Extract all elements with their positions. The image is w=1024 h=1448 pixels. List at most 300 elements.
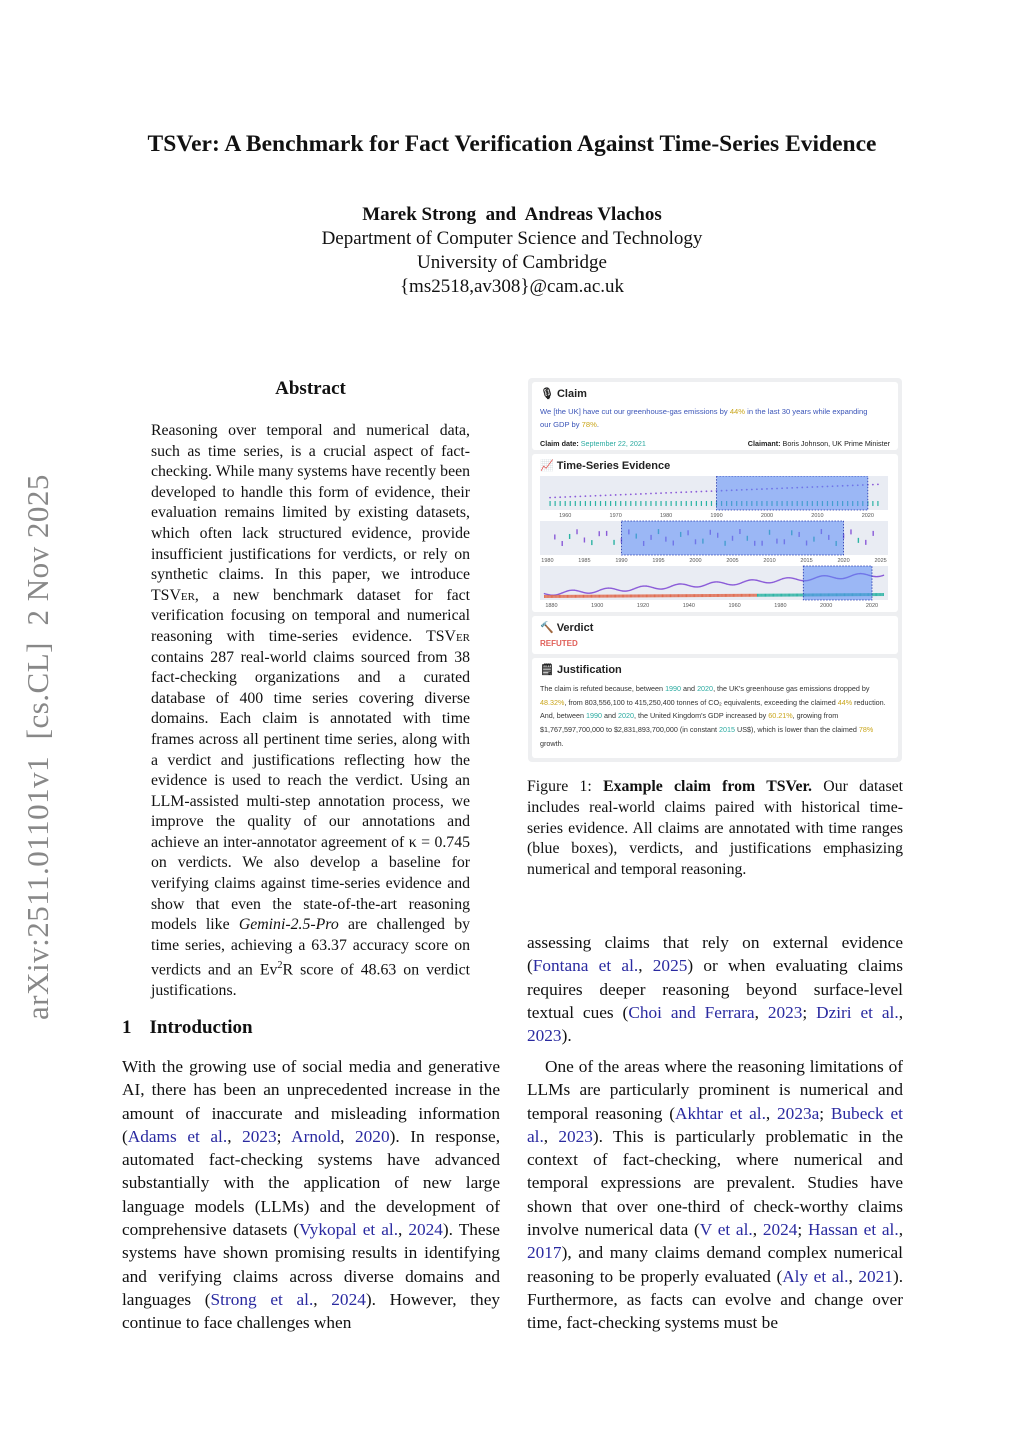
author-department: Department of Computer Science and Technology — [321, 228, 703, 249]
data-point-teal — [686, 501, 687, 506]
data-point-bottom — [612, 595, 613, 598]
data-point-purple — [650, 493, 652, 495]
data-point-bottom — [801, 594, 802, 597]
data-point-purple — [620, 494, 622, 496]
claim-date — [540, 439, 646, 448]
data-point-bottom — [794, 594, 795, 597]
citation-link[interactable]: 2023 — [767, 1002, 803, 1022]
axis-tick-label: 1980 — [774, 603, 787, 609]
data-point-bottom — [732, 594, 733, 597]
intro-paragraph-right-2 — [527, 1055, 903, 1335]
data-point-bottom — [675, 594, 676, 597]
text-span: 1990 — [585, 711, 602, 721]
justification-heading-label: Justification — [556, 664, 622, 676]
data-point-bottom — [773, 594, 774, 597]
data-point-bottom — [799, 594, 800, 597]
data-point-bottom — [597, 595, 598, 598]
data-point-teal — [671, 501, 672, 506]
data-point-bottom — [660, 594, 661, 597]
data-point-bottom — [576, 595, 577, 598]
time-series-plots — [536, 476, 894, 610]
citation-link[interactable]: 2024 — [762, 1220, 798, 1240]
citation-link[interactable]: Fontana et al. — [532, 956, 639, 976]
data-point-bottom — [760, 594, 761, 597]
citation-link[interactable]: Choi and Ferrara — [628, 1002, 755, 1022]
data-point-bottom — [681, 594, 682, 597]
data-point-bottom — [647, 594, 648, 597]
data-point-bottom — [583, 595, 584, 598]
caption-label: Figure 1: — [527, 778, 604, 795]
data-point-bottom — [775, 594, 776, 597]
data-point-bottom — [560, 595, 561, 598]
data-point-bottom — [768, 594, 769, 597]
data-point-purple — [569, 496, 571, 498]
data-point-bottom — [765, 594, 766, 597]
citation-link[interactable]: Hassan et al. — [807, 1220, 899, 1240]
data-point-bottom — [659, 594, 660, 597]
data-point-purple — [872, 484, 874, 486]
data-point-bottom — [544, 595, 545, 598]
data-point-bottom — [558, 595, 559, 598]
data-point-bottom — [623, 595, 624, 598]
text-span: , the United Kingdom's GDP increased by — [633, 711, 769, 721]
data-point-bottom — [669, 594, 670, 597]
data-point-bottom — [631, 594, 632, 597]
data-point-bottom — [756, 594, 757, 597]
data-point-bottom — [684, 594, 685, 597]
data-point-bottom — [766, 594, 767, 597]
data-point-bottom — [720, 594, 721, 597]
text-span: ; — [802, 1002, 817, 1022]
text-span: Ver — [169, 586, 195, 604]
data-point-teal — [645, 501, 646, 506]
data-point-bottom — [618, 595, 619, 598]
data-point-bottom — [551, 595, 552, 598]
data-point-teal — [620, 501, 621, 506]
data-point — [606, 531, 607, 536]
data-point-bottom — [755, 594, 756, 597]
text-span: , — [898, 1002, 904, 1022]
data-point-bottom — [641, 594, 642, 597]
citation-link[interactable]: 2025 — [652, 956, 688, 976]
data-point-bottom — [613, 595, 614, 598]
data-point-teal — [877, 501, 878, 506]
text-span: 2020 — [697, 684, 714, 693]
data-point-bottom — [549, 595, 550, 598]
data-point-bottom — [731, 594, 732, 597]
data-point-bottom — [736, 594, 737, 597]
data-point-bottom — [752, 594, 753, 597]
data-point-bottom — [881, 593, 882, 596]
data-point-bottom — [739, 594, 740, 597]
data-point-purple — [700, 491, 702, 493]
text-span: ). — [561, 1026, 572, 1046]
data-point-bottom — [749, 594, 750, 597]
data-point-bottom — [693, 594, 694, 597]
data-point-bottom — [779, 594, 780, 597]
data-point-teal — [706, 501, 707, 506]
data-point-purple — [665, 492, 667, 494]
data-point-teal — [630, 501, 631, 506]
text-span: . — [596, 419, 599, 429]
verdict-heading — [540, 621, 593, 634]
citation-link[interactable]: 2023 — [558, 1126, 593, 1146]
text-span: 78% — [581, 419, 597, 429]
citation-link[interactable]: 2023 — [242, 1126, 277, 1146]
data-point-bottom — [589, 595, 590, 598]
data-point-bottom — [778, 594, 779, 597]
axis-tick-label: 1985 — [578, 558, 591, 564]
data-point-teal — [555, 501, 556, 506]
text-span: 2015 — [719, 725, 736, 735]
data-point-bottom — [750, 594, 751, 597]
data-point-purple — [690, 491, 692, 493]
data-point-bottom — [565, 595, 566, 598]
data-point-purple — [630, 493, 632, 495]
axis-tick-label: 1880 — [545, 603, 558, 609]
data-point-bottom — [783, 594, 784, 597]
data-point-bottom — [590, 595, 591, 598]
data-point — [554, 534, 555, 539]
data-point-bottom — [699, 594, 700, 597]
data-point-bottom — [557, 595, 558, 598]
data-point-bottom — [876, 593, 877, 596]
intro-paragraph-right-1 — [527, 931, 903, 1047]
data-point-bottom — [677, 594, 678, 597]
data-point-bottom — [787, 594, 788, 597]
data-point-purple — [695, 491, 697, 493]
data-point-bottom — [652, 594, 653, 597]
data-point-teal — [605, 501, 606, 506]
claim-text — [540, 406, 880, 431]
citation-link[interactable]: Adams et al. — [127, 1126, 228, 1146]
data-point-purple — [675, 492, 677, 494]
data-point-bottom — [741, 594, 742, 597]
data-point-bottom — [616, 595, 617, 598]
data-point-bottom — [788, 594, 789, 597]
data-point-bottom — [696, 594, 697, 597]
citation-link[interactable]: 2024 — [331, 1289, 366, 1309]
data-point-purple — [610, 494, 612, 496]
text-span: 78% — [858, 725, 874, 735]
data-point-bottom — [792, 594, 793, 597]
data-point-bottom — [568, 595, 569, 598]
data-point-teal — [549, 501, 550, 506]
text-span: The claim is refuted because, between — [540, 684, 666, 693]
citation-link[interactable]: 2020 — [355, 1126, 390, 1146]
data-point-bottom — [798, 594, 799, 597]
data-point-purple — [549, 497, 551, 499]
verdict-heading-label: Verdict — [556, 622, 594, 634]
text-span: Ver — [444, 627, 470, 645]
data-point-bottom — [665, 594, 666, 597]
claim-heading-label: Claim — [556, 388, 587, 400]
time-series-heading-label: Time-Series Evidence — [556, 460, 671, 472]
axis-tick-label: 1960 — [559, 513, 572, 519]
data-point-bottom — [724, 594, 725, 597]
data-point-bottom — [670, 594, 671, 597]
data-point-bottom — [559, 595, 560, 598]
microphone-icon: 🎙 — [540, 388, 554, 400]
data-point-purple — [655, 492, 657, 494]
text-span: Reasoning over temporal and numerical data, such as time series, is a crucial aspect of fact-checking. While many systems have recently been developed to handle this form of evidence, their evaluation remains limited by existing datasets, which often lack structured evidence, provide insufficient justifications for verdicts, or rely on synthetic claims. In this paper, we introduce TS — [151, 422, 470, 604]
claim-card — [532, 382, 898, 450]
axis-tick-label: 2015 — [800, 558, 813, 564]
data-point-bottom — [651, 594, 652, 597]
data-point-bottom — [607, 595, 608, 598]
citation-link[interactable]: 2017 — [527, 1243, 562, 1263]
data-point — [569, 534, 570, 539]
text-span: , the UK's greenhouse gas emissions dropped by — [713, 684, 870, 693]
data-point-bottom — [780, 594, 781, 597]
data-point-bottom — [873, 593, 874, 596]
data-point-bottom — [667, 594, 668, 597]
data-point-bottom — [594, 595, 595, 598]
data-point-bottom — [764, 594, 765, 597]
data-point-bottom — [591, 595, 592, 598]
data-point-bottom — [552, 595, 553, 598]
data-point-bottom — [632, 594, 633, 597]
text-span: 60.21% — [768, 711, 793, 721]
data-point — [858, 538, 859, 543]
data-point-bottom — [708, 594, 709, 597]
axis-tick-label: 1980 — [659, 513, 673, 519]
data-point-purple — [605, 494, 607, 496]
paper-title: TSVer: A Benchmark for Fact Verification Against Time-Series Evidence — [147, 131, 877, 157]
citation-link[interactable]: 2023a — [777, 1103, 820, 1123]
author-names: Marek Strong and Andreas Vlachos — [362, 204, 662, 225]
data-point-teal — [610, 501, 611, 506]
citation-link[interactable]: V et al. — [699, 1220, 753, 1240]
data-point-bottom — [625, 595, 626, 598]
data-point-bottom — [654, 594, 655, 597]
data-point-bottom — [697, 594, 698, 597]
data-point-bottom — [877, 593, 878, 596]
data-point-bottom — [676, 594, 677, 597]
citation-link[interactable]: 2024 — [408, 1220, 443, 1240]
data-point-bottom — [646, 594, 647, 597]
data-point-bottom — [771, 594, 772, 597]
data-point-bottom — [629, 594, 630, 597]
data-point-purple — [680, 491, 682, 493]
data-point-bottom — [550, 595, 551, 598]
text-span: ; — [797, 1220, 808, 1240]
author-university: University of Cambridge — [417, 252, 607, 273]
data-point-bottom — [770, 594, 771, 597]
author-block — [0, 203, 1024, 299]
data-point-bottom — [593, 595, 594, 598]
data-point-bottom — [679, 594, 680, 597]
data-point-teal — [665, 501, 666, 506]
data-point-bottom — [727, 594, 728, 597]
text-span: , — [752, 1220, 763, 1240]
data-point-bottom — [882, 593, 883, 596]
data-point-purple — [574, 496, 576, 498]
data-point-bottom — [644, 594, 645, 597]
text-span: We [the UK] have cut our greenhouse-gas emissions by — [540, 407, 730, 416]
text-span: and — [601, 711, 618, 721]
text-span: are challenged by time series, achieving a 63.37 accuracy score on verdicts and an Ev — [151, 916, 470, 979]
data-point-teal — [560, 501, 561, 506]
figure-caption — [527, 777, 903, 881]
data-point-bottom — [733, 594, 734, 597]
text-span: , — [898, 1220, 904, 1240]
data-point-bottom — [636, 594, 637, 597]
data-point-bottom — [701, 594, 702, 597]
data-point-bottom — [548, 595, 549, 598]
text-span: 1990 — [665, 684, 682, 693]
axis-tick-label: 2005 — [726, 558, 739, 564]
data-point-bottom — [585, 595, 586, 598]
data-point-bottom — [802, 593, 803, 596]
justification-card — [532, 658, 898, 758]
data-point-bottom — [649, 594, 650, 597]
text-span: Gemini-2.5-Pro — [238, 916, 339, 934]
data-point-bottom — [797, 594, 798, 597]
data-point-bottom — [673, 594, 674, 597]
claim-date-value: September 22, 2021 — [580, 439, 646, 448]
data-point-teal — [580, 501, 581, 506]
text-span: One of the areas where the reasoning limitations of LLMs are particularly prominent is numerical and temporal reasoning ( — [527, 1057, 903, 1123]
data-point-bottom — [790, 594, 791, 597]
data-point — [562, 541, 563, 546]
data-point-bottom — [718, 594, 719, 597]
data-point-bottom — [554, 595, 555, 598]
data-point-bottom — [692, 594, 693, 597]
axis-tick-label: 1940 — [682, 603, 695, 609]
text-span: 2 — [277, 960, 283, 972]
data-point-bottom — [695, 594, 696, 597]
data-point-bottom — [710, 594, 711, 597]
data-point-purple — [590, 495, 592, 497]
data-point-bottom — [605, 595, 606, 598]
data-point-bottom — [545, 595, 546, 598]
data-point-bottom — [656, 594, 657, 597]
citation-link[interactable]: 2023 — [527, 1026, 562, 1046]
data-point — [584, 537, 585, 542]
data-point-bottom — [719, 594, 720, 597]
axis-tick-label: 2020 — [861, 513, 874, 519]
data-point-bottom — [687, 594, 688, 597]
data-point-teal — [570, 501, 571, 506]
data-point-bottom — [685, 594, 686, 597]
data-point-teal — [681, 501, 682, 506]
data-point-bottom — [726, 594, 727, 597]
data-point-bottom — [564, 595, 565, 598]
text-span: R score of 48.63 on verdict justifications. — [151, 961, 470, 1000]
data-point — [613, 540, 614, 545]
data-point-teal — [676, 501, 677, 506]
data-point-teal — [696, 501, 697, 506]
data-point-bottom — [730, 594, 731, 597]
data-point-bottom — [716, 594, 717, 597]
data-point-purple — [711, 490, 713, 492]
data-point-bottom — [691, 594, 692, 597]
data-point-bottom — [615, 595, 616, 598]
text-span: reduction. And, between — [540, 697, 886, 721]
citation-link[interactable]: Arnold — [291, 1126, 341, 1146]
text-span: US$), which is lower than the claimed — [735, 725, 859, 735]
data-point-bottom — [578, 595, 579, 598]
text-span: , — [313, 1289, 332, 1309]
verdict-card — [532, 616, 898, 654]
gavel-icon: 🔨 — [540, 622, 554, 634]
data-point — [599, 531, 600, 536]
text-span: , — [398, 1220, 409, 1240]
citation-link[interactable]: Aly et al. — [782, 1266, 849, 1286]
text-span: , — [754, 1002, 768, 1022]
data-point-bottom — [709, 594, 710, 597]
data-point-teal — [650, 501, 651, 506]
data-point — [591, 540, 592, 545]
text-span: ), and many claims demand complex numerical reasoning to be properly evaluated ( — [527, 1243, 903, 1286]
data-point-teal — [565, 501, 566, 506]
data-point-bottom — [638, 594, 639, 597]
data-point-purple — [579, 495, 581, 497]
citation-link[interactable]: Strong et al. — [210, 1289, 314, 1309]
data-point-bottom — [570, 595, 571, 598]
data-point-bottom — [627, 595, 628, 598]
axis-tick-label: 1990 — [710, 513, 723, 519]
data-point-bottom — [620, 595, 621, 598]
citation-link[interactable]: Vykopal et al. — [299, 1220, 399, 1240]
data-point-purple — [706, 490, 708, 492]
section-number: 1 — [122, 1017, 132, 1038]
claimant-label: Claimant: — [747, 439, 781, 448]
data-point-teal — [701, 501, 702, 506]
citation-link[interactable]: Bubeck et al. — [527, 1103, 903, 1146]
text-span: ; — [276, 1126, 292, 1146]
data-point-bottom — [781, 594, 782, 597]
data-point-bottom — [580, 595, 581, 598]
citation-link[interactable]: Dziri et al. — [816, 1002, 899, 1022]
data-point-bottom — [655, 594, 656, 597]
data-point-bottom — [633, 594, 634, 597]
data-point-bottom — [683, 594, 684, 597]
text-span: , — [848, 1266, 859, 1286]
data-point-bottom — [573, 595, 574, 598]
text-span: ). However, they continue to face challenges when — [122, 1289, 501, 1333]
axis-tick-label: 1990 — [615, 558, 628, 564]
arxiv-stamp: arXiv:2511.01101v1 [cs.CL] 2 Nov 2025 — [20, 474, 55, 1020]
data-point-bottom — [614, 595, 615, 598]
data-point-bottom — [772, 594, 773, 597]
data-point-bottom — [604, 595, 605, 598]
data-point-bottom — [561, 595, 562, 598]
data-point-bottom — [553, 595, 554, 598]
time-series-card — [532, 454, 898, 612]
data-point-bottom — [796, 594, 797, 597]
text-span: , — [227, 1126, 243, 1146]
axis-tick-label: 2000 — [760, 513, 774, 519]
data-point-bottom — [622, 595, 623, 598]
text-span: , — [765, 1103, 778, 1123]
data-point — [865, 540, 866, 545]
data-point-bottom — [621, 595, 622, 598]
data-point — [576, 529, 577, 534]
data-point-bottom — [609, 595, 610, 598]
claimant — [748, 439, 890, 448]
data-point-bottom — [874, 593, 875, 596]
data-point — [872, 531, 873, 536]
data-point-bottom — [588, 595, 589, 598]
citation-link[interactable]: Akhtar et al. — [675, 1103, 766, 1123]
text-span: ). These systems have shown promising results in identifying and verifying claims across diverse domains and languages ( — [122, 1220, 500, 1309]
data-point-purple — [883, 574, 885, 576]
data-point-bottom — [653, 594, 654, 597]
data-point-purple — [615, 494, 617, 496]
citation-link[interactable]: 2021 — [858, 1266, 893, 1286]
